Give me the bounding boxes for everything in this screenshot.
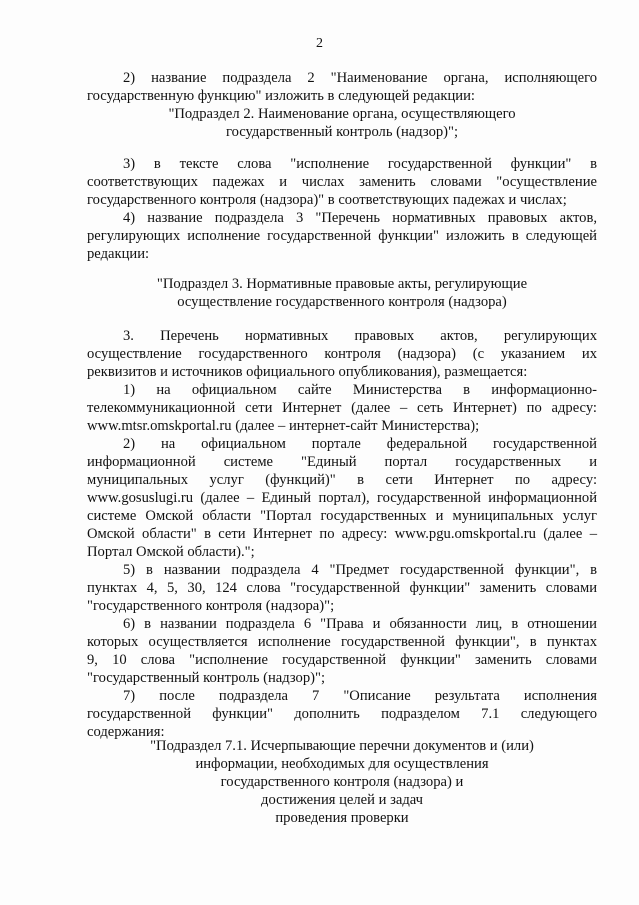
text-line: 6) в названии подраздела 6 "Права и обязанности лиц, в отношении	[123, 616, 597, 632]
text-line: регулирующих исполнение государственной функции" изложить в следующей	[87, 228, 597, 244]
text-line: государственную функцию" изложить в следующей редакции:	[87, 88, 475, 104]
text-line: 1) на официальном сайте Министерства в информационно-	[123, 382, 597, 398]
text-line: 7) после подраздела 7 "Описание результата исполнения	[123, 688, 597, 704]
text-line: государственного контроля (надзора) и	[220, 774, 464, 790]
text-line: 9, 10 слова "исполнение государственной функции" заменить словами	[87, 652, 597, 668]
text-line: реквизитов и источников официального опубликования), размещается:	[87, 364, 528, 380]
text-line: "государственного контроля (надзора)";	[87, 598, 335, 614]
text-line: информации, необходимых для осуществления	[195, 756, 489, 772]
text-line: содержания:	[87, 724, 165, 740]
text-line: 4) название подраздела 3 "Перечень нормативных правовых актов,	[123, 210, 597, 226]
text-line: государственный контроль (надзор)";	[225, 124, 459, 140]
text-line: соответствующих падежах и числах заменить словами "осуществление	[87, 174, 597, 190]
text-line: достижения целей и задач	[261, 792, 423, 808]
text-line: проведения проверки	[275, 810, 409, 826]
text-line: "Подраздел 3. Нормативные правовые акты, регулирующие	[156, 276, 528, 292]
text-line: осуществление государственного контроля (надзора) (с указанием их	[87, 346, 597, 362]
text-line: телекоммуникационной сети Интернет (далее – сеть Интернет) по адресу:	[87, 400, 597, 416]
text-line: муниципальных услуг (функций)" в сети Интернет по адресу:	[87, 472, 597, 488]
text-line: редакции:	[87, 246, 150, 262]
text-line: 3. Перечень нормативных правовых актов, регулирующих	[123, 328, 597, 344]
text-line: 2) название подраздела 2 "Наименование органа, исполняющего	[123, 70, 597, 86]
page-number: 2	[316, 36, 323, 51]
text-line: "Подраздел 2. Наименование органа, осуществляющего	[168, 106, 516, 122]
text-line: www.gosuslugi.ru (далее – Единый портал), государственной информационной	[87, 490, 597, 506]
text-line: государственного контроля (надзора)" в соответствующих падежах и числах;	[87, 192, 567, 208]
text-line: пунктах 4, 5, 30, 124 слова "государственной функции" заменить словами	[87, 580, 597, 596]
text-line: государственной функции" дополнить подразделом 7.1 следующего	[87, 706, 597, 722]
text-line: системе Омской области "Портал государственных и муниципальных услуг	[87, 508, 597, 524]
text-line: "Подраздел 7.1. Исчерпывающие перечни документов и (или)	[150, 738, 534, 754]
text-line: 5) в названии подраздела 4 "Предмет государственной функции", в	[123, 562, 597, 578]
text-line: 3) в тексте слова "исполнение государственной функции" в	[123, 156, 597, 172]
text-line: которых осуществляется исполнение государственной функции", в пунктах	[87, 634, 597, 650]
text-line: осуществление государственного контроля (надзора)	[177, 294, 507, 310]
text-line: 2) на официальном портале федеральной государственной	[123, 436, 597, 452]
text-line: www.mtsr.omskportal.ru (далее – интернет-сайт Министерства);	[87, 418, 480, 434]
text-line: информационной системе "Единый портал государственных и	[87, 454, 597, 470]
text-line: Портал Омской области).";	[87, 544, 255, 560]
text-line: Омской области" в сети Интернет по адресу: www.pgu.omskportal.ru (далее –	[87, 526, 597, 542]
text-line: "государственный контроль (надзор)";	[87, 670, 326, 686]
